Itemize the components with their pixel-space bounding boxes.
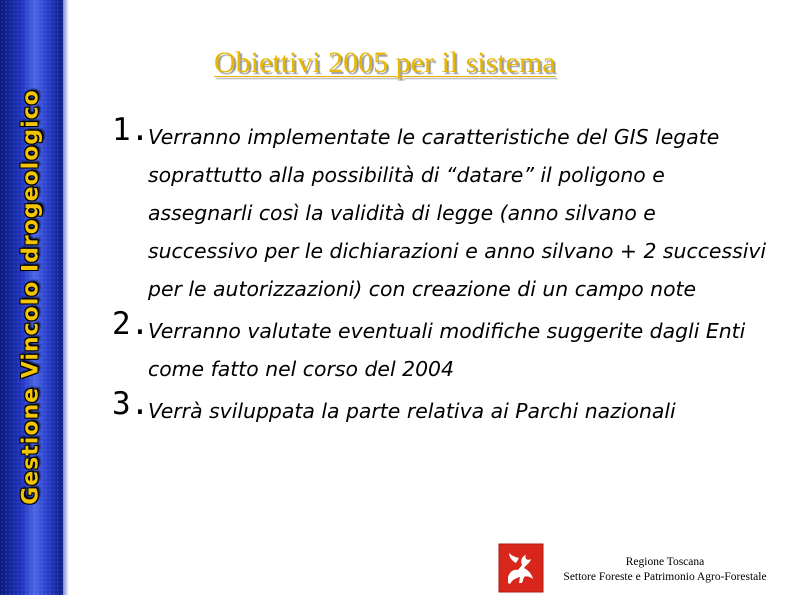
footer-org: Regione Toscana bbox=[625, 556, 705, 568]
sidebar-band bbox=[0, 0, 63, 595]
sidebar-vertical-title: Gestione Vincolo Idrogeologico bbox=[18, 89, 44, 505]
list-item bbox=[112, 112, 772, 308]
list-item bbox=[112, 386, 772, 430]
list-item-text: Verranno implementate le caratteristiche del GIS legate soprattutto alla possibilità di “datare” il poligono e assegnarli così la validità di legge (anno silvano e successivo per le dichiarazioni e anno silvano + 2 successivi per le autorizzazioni) con creazione di un campo note bbox=[148, 125, 767, 301]
footer bbox=[548, 555, 782, 585]
list-item-text: Verrà sviluppata la parte relativa ai Parchi nazionali bbox=[148, 399, 676, 423]
list-item-number: 1. bbox=[112, 112, 150, 148]
list-item-number: 2. bbox=[112, 306, 150, 342]
list-item-number: 3. bbox=[112, 386, 150, 422]
footer-dept: Settore Foreste e Patrimonio Agro-Forestale bbox=[563, 571, 767, 583]
list-item bbox=[112, 306, 772, 388]
band-edge bbox=[63, 0, 69, 595]
list-item-text: Verranno valutate eventuali modifiche suggerite dagli Enti come fatto nel corso del 2004 bbox=[148, 319, 746, 381]
objectives-list bbox=[112, 112, 772, 434]
pegasus-logo-icon bbox=[498, 543, 544, 593]
page-title: Obiettivi 2005 per il sistema bbox=[214, 46, 556, 79]
